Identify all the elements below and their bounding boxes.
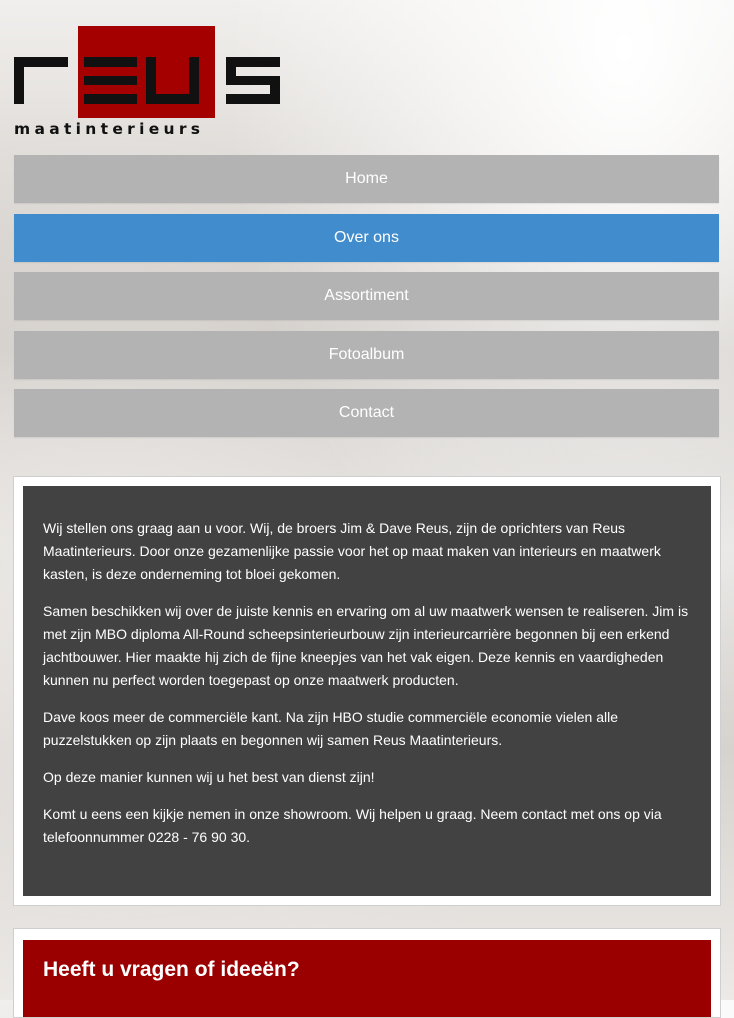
contact-panel (23, 940, 711, 1017)
contact-section (13, 928, 721, 1018)
about-paragraph: Op deze manier kunnen wij u het best van dienst zijn! (43, 769, 375, 785)
about-panel (23, 486, 711, 896)
about-paragraph: Komt u eens een kijkje nemen in onze showroom. Wij helpen u graag. Neem contact met ons op via telefoonnummer 0228 - 76 90 30. (43, 806, 662, 845)
contact-heading: Heeft u vragen of ideeën? (43, 958, 300, 981)
logo-tagline: maatinterieurs (14, 120, 205, 138)
main-nav (14, 155, 719, 448)
about-section (13, 476, 721, 906)
nav-item-home[interactable]: Home (14, 155, 719, 203)
about-paragraph: Samen beschikken wij over de juiste kennis en ervaring om al uw maatwerk wensen te realiseren. Jim is met zijn MBO diploma All-Round scheepsinterieurbouw zijn interieurcarrière begonnen bij een erkend jachtbouwer. Hier maakte hij zich de fijne kneepjes van het vak eigen. Deze kennis en vaardigheden kunnen nu perfect worden toegepast op onze maatwerk producten. (43, 603, 689, 688)
nav-item-assortiment[interactable]: Assortiment (14, 272, 719, 320)
nav-item-fotoalbum[interactable]: Fotoalbum (14, 331, 719, 379)
about-paragraph: Dave koos meer de commerciële kant. Na zijn HBO studie commerciële economie vielen alle puzzelstukken op zijn plaats en begonnen wij samen Reus Maatinterieurs. (43, 709, 619, 748)
logo-mark (14, 26, 280, 118)
nav-item-contact[interactable]: Contact (14, 389, 719, 437)
about-paragraph: Wij stellen ons graag aan u voor. Wij, de broers Jim & Dave Reus, zijn de oprichters van Reus Maatinterieurs. Door onze gezamenlijke passie voor het op maat maken van interieurs en maatwerk kasten, is deze onderneming tot bloei gekomen. (43, 520, 661, 582)
nav-item-over-ons[interactable]: Over ons (14, 214, 719, 262)
brand-logo[interactable] (14, 26, 280, 138)
